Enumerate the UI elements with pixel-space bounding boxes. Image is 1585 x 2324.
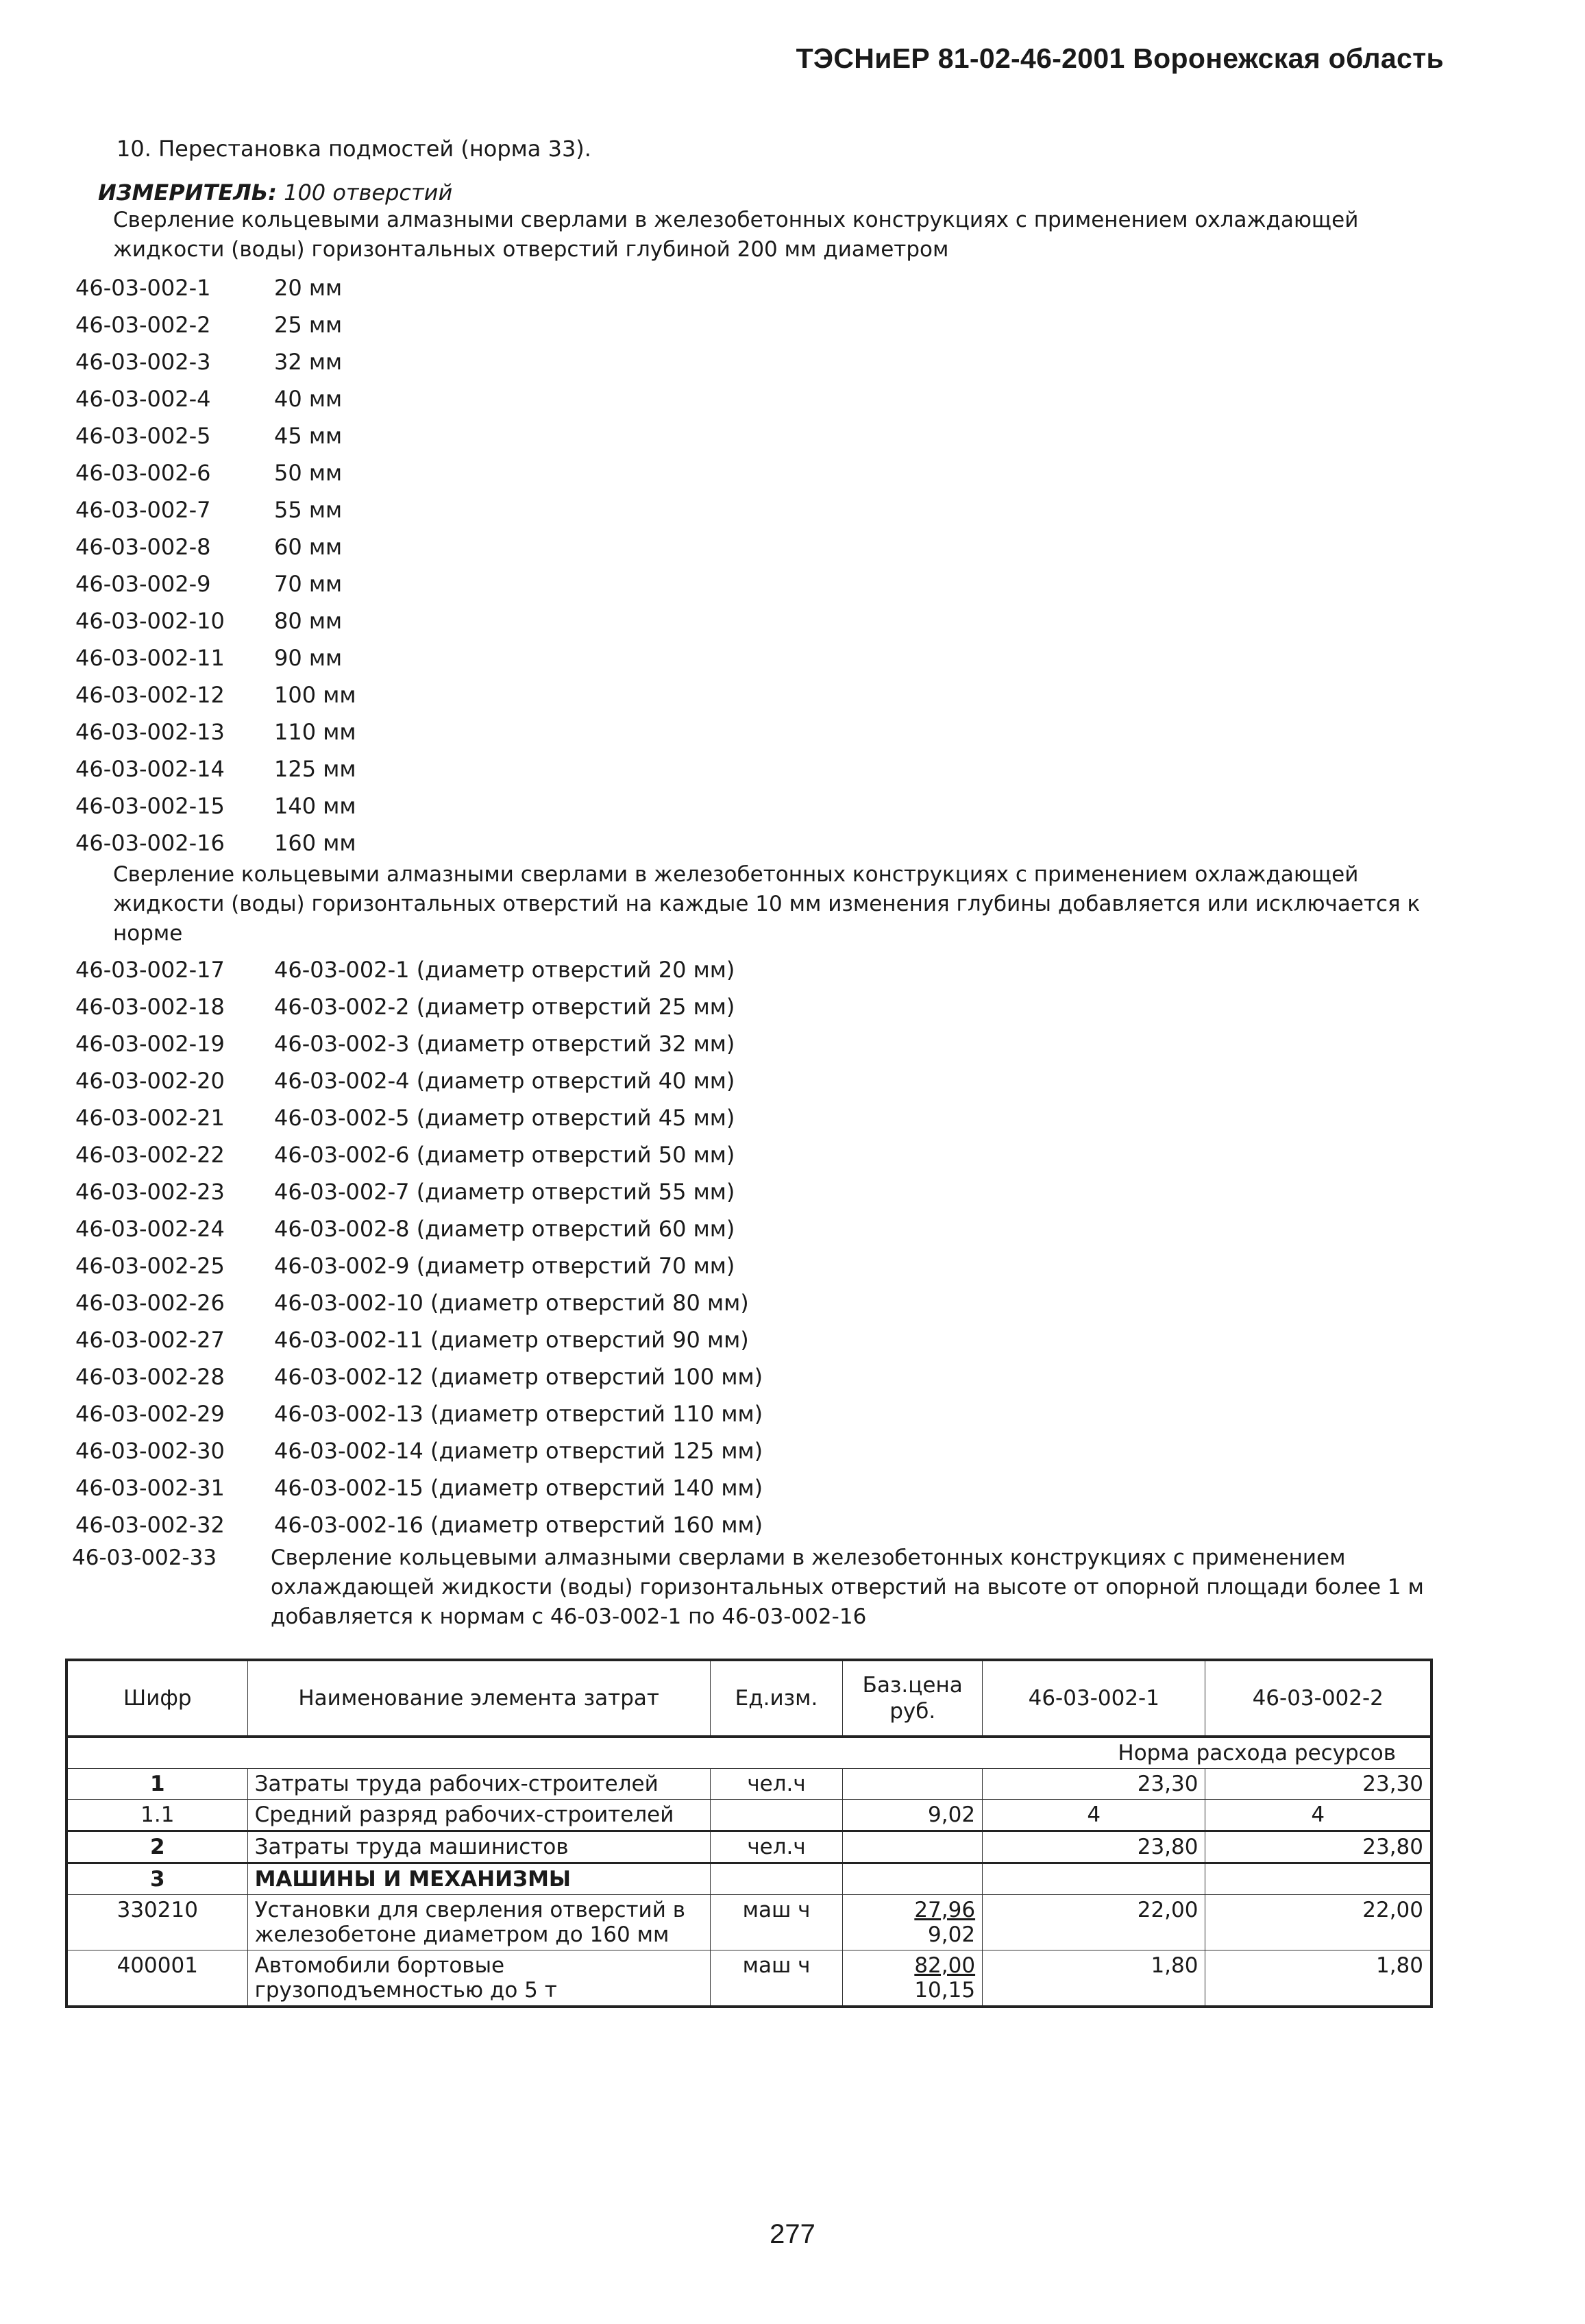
- section-description-2: Сверление кольцевыми алмазными сверлами в железобетонных конструкциях с применением охлаждающей жидкости (воды) горизонтальных отверстий на каждые 10 мм изменения глубины добавляется или исключается к норме: [113, 862, 1421, 946]
- row-value-1: 22,00: [983, 1895, 1205, 1950]
- item-code: 46-03-002-6: [75, 460, 211, 486]
- row-unit: [710, 1863, 843, 1895]
- row-value-2: 23,80: [1205, 1831, 1432, 1863]
- list-item: [75, 602, 356, 639]
- header-price: Баз.цена руб.: [843, 1660, 983, 1737]
- row-unit: маш ч: [710, 1950, 843, 2007]
- row-value-2: 22,00: [1205, 1895, 1432, 1950]
- item-code: 46-03-002-2: [75, 312, 211, 338]
- list-item: [75, 1025, 763, 1062]
- list-item: [75, 1247, 763, 1284]
- list-item: [75, 951, 763, 988]
- row-code: 2: [66, 1831, 247, 1863]
- item-description: 46-03-002-9 (диаметр отверстий 70 мм): [274, 1253, 735, 1279]
- item-code: 46-03-002-20: [75, 1068, 225, 1094]
- item-description: 46-03-002-3 (диаметр отверстий 32 мм): [274, 1031, 735, 1057]
- item-code: 46-03-002-7: [75, 497, 211, 523]
- item-code: 46-03-002-18: [75, 994, 225, 1020]
- row-name: Затраты труда машинистов: [247, 1831, 710, 1863]
- norma-label: Норма расхода ресурсов: [66, 1737, 1432, 1769]
- item-description: 20 мм: [274, 275, 343, 301]
- header-norm-2: 46-03-002-2: [1205, 1660, 1432, 1737]
- item-description: 50 мм: [274, 460, 343, 486]
- item-description: 46-03-002-8 (диаметр отверстий 60 мм): [274, 1216, 735, 1242]
- item-code: 46-03-002-11: [75, 645, 225, 671]
- list-item: [75, 988, 763, 1025]
- row-value-2: 23,30: [1205, 1769, 1432, 1800]
- item-code: 46-03-002-22: [75, 1142, 225, 1168]
- list-item: [75, 676, 356, 713]
- item-code: 46-03-002-26: [75, 1290, 225, 1316]
- item-description: 45 мм: [274, 423, 343, 449]
- item-description: 46-03-002-15 (диаметр отверстий 140 мм): [274, 1475, 763, 1501]
- row-code: 400001: [66, 1950, 247, 2007]
- item-description: 46-03-002-5 (диаметр отверстий 45 мм): [274, 1105, 735, 1131]
- item-code: 46-03-002-24: [75, 1216, 225, 1242]
- item-description: 55 мм: [274, 497, 343, 523]
- item-code: 46-03-002-32: [75, 1512, 225, 1538]
- list-item: [75, 1469, 763, 1506]
- row-code: 330210: [66, 1895, 247, 1950]
- list-item: [75, 713, 356, 750]
- list-item: [75, 750, 356, 787]
- item-code: 46-03-002-33: [72, 1545, 217, 1570]
- list-item: [75, 1506, 763, 1543]
- item-description: 46-03-002-13 (диаметр отверстий 110 мм): [274, 1401, 763, 1427]
- resource-table: [65, 1659, 1433, 2008]
- item-description: 32 мм: [274, 349, 343, 375]
- row-price: [843, 1769, 983, 1800]
- list-item: [75, 269, 356, 306]
- measurement-label: ИЗМЕРИТЕЛЬ:: [98, 180, 277, 206]
- list-item: [75, 1173, 763, 1210]
- header-unit: Ед.изм.: [710, 1660, 843, 1737]
- row-price: 9,02: [843, 1800, 983, 1831]
- row-code: 1: [66, 1769, 247, 1800]
- note-text: 10. Перестановка подмостей (норма 33).: [116, 136, 591, 162]
- list-item: [75, 1062, 763, 1099]
- item-code: 46-03-002-21: [75, 1105, 225, 1131]
- item-code: 46-03-002-8: [75, 534, 211, 560]
- code-list-1: [75, 269, 356, 861]
- table-header-row: [66, 1660, 1432, 1737]
- list-item: [75, 1395, 763, 1432]
- list-item: [75, 1210, 763, 1247]
- list-item: [75, 1099, 763, 1136]
- list-item: [75, 417, 356, 454]
- item-code: 46-03-002-25: [75, 1253, 225, 1279]
- item-description: 46-03-002-10 (диаметр отверстий 80 мм): [274, 1290, 749, 1316]
- table-row: [66, 1800, 1432, 1831]
- item-description: 110 мм: [274, 719, 356, 745]
- table-section-row: [66, 1863, 1432, 1895]
- item-description: 70 мм: [274, 571, 343, 597]
- row-unit: чел.ч: [710, 1831, 843, 1863]
- row-name: Установки для сверления отверстий в железобетоне диаметром до 160 мм: [247, 1895, 710, 1950]
- row-name: Затраты труда рабочих-строителей: [247, 1769, 710, 1800]
- item-description: 90 мм: [274, 645, 343, 671]
- list-item: [75, 824, 356, 861]
- table-row: [66, 1769, 1432, 1800]
- row-name: Средний разряд рабочих-строителей: [247, 1800, 710, 1831]
- item-description: 60 мм: [274, 534, 343, 560]
- item-code: 46-03-002-17: [75, 957, 225, 983]
- row-code: 1.1: [66, 1800, 247, 1831]
- code-list-2: [75, 951, 763, 1543]
- item-description: 46-03-002-11 (диаметр отверстий 90 мм): [274, 1327, 749, 1353]
- item-description: 46-03-002-6 (диаметр отверстий 50 мм): [274, 1142, 735, 1168]
- list-item: [75, 1284, 763, 1321]
- table-row: [66, 1950, 1432, 2007]
- item-code: 46-03-002-30: [75, 1438, 225, 1464]
- item-code: 46-03-002-5: [75, 423, 211, 449]
- item-code: 46-03-002-9: [75, 571, 211, 597]
- list-item: [75, 1136, 763, 1173]
- item-code: 46-03-002-28: [75, 1364, 225, 1390]
- item-code: 46-03-002-4: [75, 386, 211, 412]
- row-price: [843, 1831, 983, 1863]
- item-code: 46-03-002-3: [75, 349, 211, 375]
- item-description: 80 мм: [274, 608, 343, 634]
- list-item: [75, 306, 356, 343]
- item-description: 25 мм: [274, 312, 343, 338]
- list-item: [75, 1358, 763, 1395]
- list-item: [75, 1321, 763, 1358]
- row-name: МАШИНЫ И МЕХАНИЗМЫ: [247, 1863, 710, 1895]
- page-number: 277: [770, 2219, 815, 2249]
- item-code: 46-03-002-10: [75, 608, 225, 634]
- item-code: 46-03-002-15: [75, 793, 225, 819]
- price-wage: 9,02: [928, 1922, 976, 1947]
- page-header: ТЭСНиЕР 81-02-46-2001 Воронежская область: [796, 42, 1444, 74]
- row-price: [843, 1950, 983, 2007]
- section-description-1: Сверление кольцевыми алмазными сверлами в железобетонных конструкциях с применением охлаждающей жидкости (воды) горизонтальных отверстий глубиной 200 мм диаметром: [113, 208, 1359, 262]
- item-description: 140 мм: [274, 793, 356, 819]
- list-item: [75, 491, 356, 528]
- item-description: 46-03-002-12 (диаметр отверстий 100 мм): [274, 1364, 763, 1390]
- list-item: [75, 380, 356, 417]
- measurement-value: 100 отверстий: [284, 180, 453, 206]
- item-code: 46-03-002-27: [75, 1327, 225, 1353]
- row-unit: маш ч: [710, 1895, 843, 1950]
- row-code: 3: [66, 1863, 247, 1895]
- row-value-2: 4: [1205, 1800, 1432, 1831]
- item-code: 46-03-002-1: [75, 275, 211, 301]
- list-item: [75, 1432, 763, 1469]
- item-code: 46-03-002-23: [75, 1179, 225, 1205]
- header-norm-1: 46-03-002-1: [983, 1660, 1205, 1737]
- row-value-2: [1205, 1863, 1432, 1895]
- row-value-1: 23,80: [983, 1831, 1205, 1863]
- list-item: [75, 343, 356, 380]
- item-description: 100 мм: [274, 682, 356, 708]
- item-description: 46-03-002-4 (диаметр отверстий 40 мм): [274, 1068, 735, 1094]
- item-code: 46-03-002-12: [75, 682, 225, 708]
- list-item: [75, 565, 356, 602]
- item-code: 46-03-002-31: [75, 1475, 225, 1501]
- measurement-unit: [98, 180, 452, 206]
- table-row: [66, 1831, 1432, 1863]
- row-price: [843, 1895, 983, 1950]
- header-code: Шифр: [66, 1660, 247, 1737]
- item-code: 46-03-002-19: [75, 1031, 225, 1057]
- table-subheader-row: [66, 1737, 1432, 1769]
- row-unit: [710, 1800, 843, 1831]
- item-description: 46-03-002-14 (диаметр отверстий 125 мм): [274, 1438, 763, 1464]
- list-item: [75, 454, 356, 491]
- item-code: 46-03-002-16: [75, 830, 225, 856]
- item-description: 46-03-002-2 (диаметр отверстий 25 мм): [274, 994, 735, 1020]
- header-name: Наименование элемента затрат: [247, 1660, 710, 1737]
- row-value-1: 1,80: [983, 1950, 1205, 2007]
- row-name: Автомобили бортовые грузоподъемностью до 5 т: [247, 1950, 710, 2007]
- list-item: [75, 639, 356, 676]
- item-description: 46-03-002-7 (диаметр отверстий 55 мм): [274, 1179, 735, 1205]
- item-description: 160 мм: [274, 830, 356, 856]
- list-item: [75, 528, 356, 565]
- row-value-1: 4: [983, 1800, 1205, 1831]
- row-value-1: 23,30: [983, 1769, 1205, 1800]
- price-wage: 10,15: [914, 1978, 976, 2003]
- item-code: 46-03-002-13: [75, 719, 225, 745]
- item-code: 46-03-002-14: [75, 756, 225, 782]
- item-description: 46-03-002-1 (диаметр отверстий 20 мм): [274, 957, 735, 983]
- item-description: Сверление кольцевыми алмазными сверлами в железобетонных конструкциях с применением охлаждающей жидкости (воды) горизонтальных отверстий на высоте от опорной площади более 1 м добавляется к нормам с 46-03-002-1 по 46-03-002-16: [271, 1545, 1424, 1629]
- list-item: [75, 787, 356, 824]
- price-rub: 27,96: [914, 1898, 976, 1922]
- row-value-1: [983, 1863, 1205, 1895]
- row-price: [843, 1863, 983, 1895]
- row-value-2: 1,80: [1205, 1950, 1432, 2007]
- row-unit: чел.ч: [710, 1769, 843, 1800]
- item-description: 46-03-002-16 (диаметр отверстий 160 мм): [274, 1512, 763, 1538]
- item-description: 40 мм: [274, 386, 343, 412]
- table-row: [66, 1895, 1432, 1950]
- item-description: 125 мм: [274, 756, 356, 782]
- price-rub: 82,00: [914, 1953, 976, 1978]
- item-code: 46-03-002-29: [75, 1401, 225, 1427]
